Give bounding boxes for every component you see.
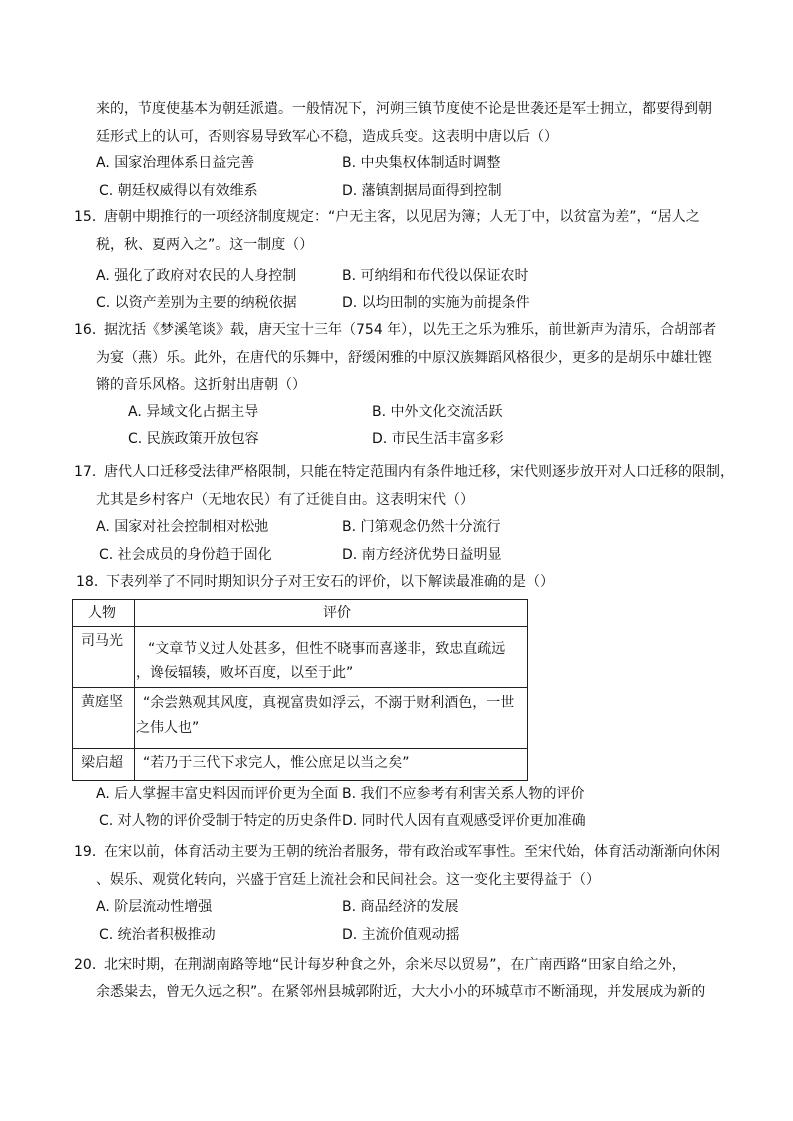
q15-line-2: 税，秋、夏两入之”。这一制度（） bbox=[96, 237, 314, 253]
q15-option-b: B. 可纳绢和布代役以保证农时 bbox=[342, 268, 529, 284]
q18-line-1: 下表列举了不同时期知识分子对王安石的评价，以下解读最准确的是（） bbox=[106, 574, 554, 590]
q16-option-a: A. 异域文化占据主导 bbox=[128, 404, 259, 420]
q16-line-1: 据沈括《梦溪笔谈》载，唐天宝十三年（754 年），以先王之乐为雅乐，前世新声为清乐，合胡部者 bbox=[104, 322, 717, 338]
q17-option-c: C. 社会成员的身份趋于固化 bbox=[99, 547, 272, 563]
q17-option-a: A. 国家对社会控制相对松弛 bbox=[96, 519, 269, 535]
q19-line-2: 、娱乐、观赏化转向，兴盛于宫廷上流社会和民间社会。这一变化主要得益于（） bbox=[96, 872, 600, 888]
evaluation-table bbox=[72, 599, 528, 781]
q16-option-c: C. 民族政策开放包容 bbox=[128, 431, 259, 447]
q14-option-b: B. 中央集权体制适时调整 bbox=[342, 155, 501, 171]
table-header-evaluation: 评价 bbox=[323, 605, 351, 621]
table-row-divider bbox=[73, 687, 527, 688]
table-row-person: 黄庭坚 bbox=[81, 694, 123, 710]
table-row-evaluation-cont: ，谗佞辐辏，败坏百度，以至于此” bbox=[136, 665, 354, 681]
q15-line-1: 唐朝中期推行的一项经济制度规定：“户无主客，以见居为簿；人无丁中，以贫富为差”，“居人之 bbox=[104, 209, 700, 225]
q18-option-a: A. 后人掌握丰富史料因而评价更为全面 bbox=[96, 786, 339, 802]
q17-option-d: D. 南方经济优势日益明显 bbox=[342, 547, 502, 563]
table-row-evaluation: “若乃于三代下求完人，惟公庶足以当之矣” bbox=[143, 755, 410, 771]
table-row-evaluation: “余尝熟观其风度，真视富贵如浮云，不溺于财利酒色，一世 bbox=[143, 695, 515, 711]
q19-number: 19． bbox=[74, 844, 106, 860]
q18-number: 18． bbox=[76, 574, 108, 590]
q16-line-2: 为宴（燕）乐。此外，在唐代的乐舞中，舒缓闲雅的中原汉族舞蹈风格很少，更多的是胡乐中雄壮铿 bbox=[96, 350, 712, 366]
q18-option-d: D. 同时代人因有直观感受评价更加准确 bbox=[342, 813, 586, 829]
table-row-divider bbox=[73, 626, 527, 627]
q18-option-b: B. 我们不应参考有利害关系人物的评价 bbox=[342, 786, 585, 802]
q14-option-d: D. 藩镇割据局面得到控制 bbox=[342, 183, 502, 199]
q14-option-a: A. 国家治理体系日益完善 bbox=[96, 155, 255, 171]
q16-number: 16． bbox=[74, 322, 106, 338]
q20-line-2: 余悉粜去，曾无久远之积”。在紧邻州县城郭附近，大大小小的环城草市不断涌现，并发展成为新的 bbox=[96, 984, 706, 1000]
q19-option-a: A. 阶层流动性增强 bbox=[96, 899, 213, 915]
q17-option-b: B. 门第观念仍然十分流行 bbox=[342, 519, 501, 535]
q14-line-2: 廷形式上的认可，否则容易导致军心不稳，造成兵变。这表明中唐以后（） bbox=[96, 129, 558, 145]
q15-number: 15． bbox=[74, 209, 106, 225]
q16-option-d: D. 市民生活丰富多彩 bbox=[372, 431, 504, 447]
table-header-person: 人物 bbox=[88, 605, 116, 621]
q17-line-1: 唐代人口迁移受法律严格限制，只能在特定范围内有条件地迁移，宋代则逐步放开对人口迁移的限制， bbox=[104, 464, 734, 480]
q18-option-c: C. 对人物的评价受制于特定的历史条件 bbox=[99, 813, 342, 829]
q17-number: 17． bbox=[74, 464, 106, 480]
table-row-person: 梁启超 bbox=[81, 755, 123, 771]
table-row-person: 司马光 bbox=[81, 633, 123, 649]
q15-option-c: C. 以资产差别为主要的纳税依据 bbox=[96, 295, 297, 311]
q15-option-d: D. 以均田制的实施为前提条件 bbox=[342, 295, 530, 311]
q14-line-1: 来的，节度使基本为朝廷派遣。一般情况下，河朔三镇节度使不论是世袭还是军士拥立，都要得到朝 bbox=[96, 101, 712, 117]
q20-number: 20． bbox=[74, 957, 106, 973]
q19-option-d: D. 主流价值观动摇 bbox=[342, 927, 460, 943]
table-row-evaluation: “文章节义过人处甚多，但性不晓事而喜遂非，致忠直疏远 bbox=[148, 641, 506, 657]
q14-option-c: C. 朝廷权威得以有效维系 bbox=[99, 183, 258, 199]
table-column-divider bbox=[134, 600, 135, 780]
q15-option-a: A. 强化了政府对农民的人身控制 bbox=[96, 268, 297, 284]
q19-option-b: B. 商品经济的发展 bbox=[342, 899, 459, 915]
q19-line-1: 在宋以前，体育活动主要为王朝的统治者服务，带有政治或军事性。至宋代始，体育活动渐渐向休闲 bbox=[104, 844, 720, 860]
q20-line-1: 北宋时期，在荆湖南路等地“民计每岁种食之外，余米尽以贸易”，在广南西路“田家自给之外， bbox=[104, 957, 686, 973]
q17-line-2: 尤其是乡村客户（无地农民）有了迁徙自由。这表明宋代（） bbox=[96, 492, 474, 508]
q19-option-c: C. 统治者积极推动 bbox=[99, 927, 216, 943]
q16-option-b: B. 中外文化交流活跃 bbox=[372, 404, 503, 420]
table-row-evaluation-cont: 之伟人也” bbox=[136, 720, 200, 736]
q16-line-3: 锵的音乐风格。这折射出唐朝（） bbox=[96, 377, 306, 393]
table-row-divider bbox=[73, 748, 527, 749]
